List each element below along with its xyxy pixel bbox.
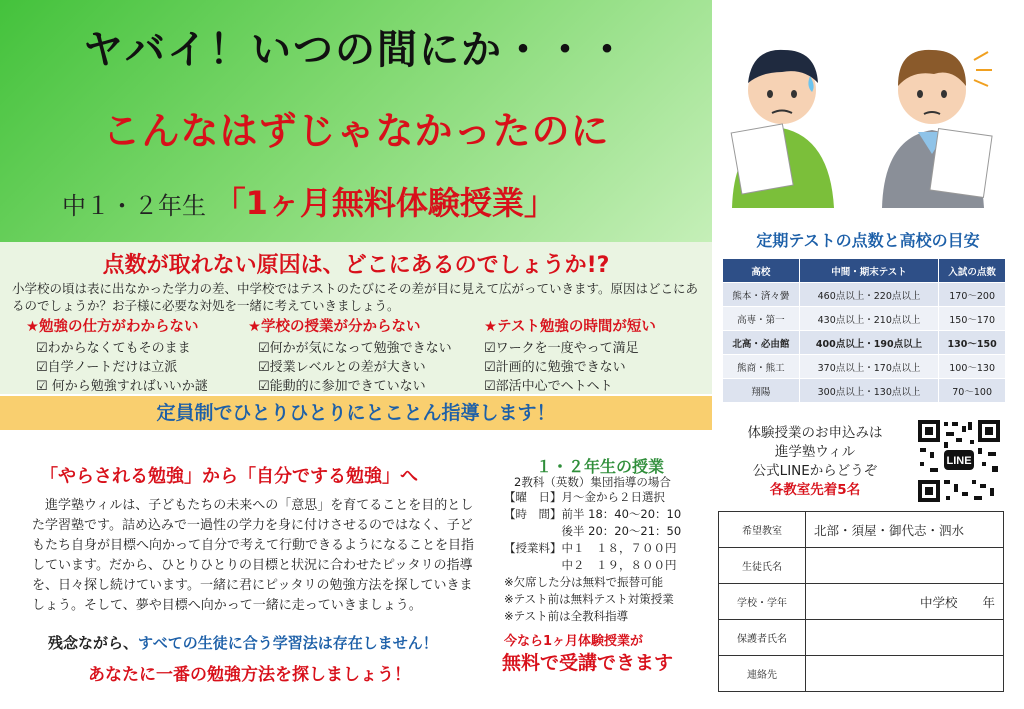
cause-column-3	[484, 318, 656, 396]
table-row	[723, 379, 1006, 403]
table-cell: 460点以上・220点以上	[799, 283, 939, 307]
table-cell: 400点以上・190点以上	[799, 331, 939, 355]
table-header: 高校	[723, 259, 800, 283]
table-cell: 370点以上・170点以上	[799, 355, 939, 379]
apply-info	[722, 424, 908, 500]
schedule-row: ※欠席した分は無料で振替可能	[504, 575, 664, 589]
school-grade-field[interactable]: 中学校 年	[806, 584, 1004, 620]
cause-item: ☑自学ノートだけは立派	[36, 360, 178, 375]
form-label: 生徒氏名	[719, 548, 806, 584]
form-label: 希望教室	[719, 512, 806, 548]
table-row	[723, 283, 1006, 307]
table-cell: 100～130	[939, 355, 1006, 379]
schedule-row: 中２ １９，８００円	[504, 558, 677, 572]
cause-item: ☑部活中心でヘトヘト	[484, 379, 613, 394]
table-header: 入試の点数	[939, 259, 1006, 283]
student-name-field[interactable]	[806, 548, 1004, 584]
causes-text: 小学校の頃は表に出なかった学力の差、中学校ではテストのたびにその差が目に見えて広がっていきます。原因はどこにあるのでしょうか？お子様に必要な対処を一緒に考えていきましょう。	[12, 281, 699, 313]
table-row	[723, 331, 1006, 355]
form-row	[719, 548, 1004, 584]
table-cell: 熊本・済々黌	[723, 283, 800, 307]
schedule-row: 【曜 日】月～金から２日選択	[504, 490, 665, 504]
table-row	[723, 307, 1006, 331]
apply-line: 公式LINEからどうぞ	[752, 463, 878, 479]
table-header-row	[723, 259, 1006, 283]
guidance-banner: 定員制でひとりひとりにとことん指導します！	[0, 396, 712, 430]
headline-1: ヤバイ！いつの間にか・・・	[83, 27, 629, 73]
scores-table	[722, 258, 1006, 403]
table-cell: 300点以上・130点以上	[799, 379, 939, 403]
cause-item: ☑能動的に参加できていない	[258, 379, 426, 394]
schedule-title: １・２年生の授業	[536, 457, 665, 476]
table-cell: 170～200	[939, 283, 1006, 307]
table-cell: 熊商・熊工	[723, 355, 800, 379]
causes-title: 点数が取れない原因は、どこにあるのでしょうか!?	[102, 253, 610, 278]
cause-item: ☑わからなくてもそのまま	[36, 341, 191, 356]
cause-column-2	[248, 318, 452, 396]
table-cell: 高専・第一	[723, 307, 800, 331]
form-label: 連絡先	[719, 656, 806, 692]
table-cell: 150～170	[939, 307, 1006, 331]
grade-label: 中１・２年生	[62, 192, 206, 220]
table-cell: 130～150	[939, 331, 1006, 355]
headline-2: こんなはずじゃなかったのに	[102, 109, 610, 153]
intro-title: 「やらされる勉強」から「自分でする勉強」へ	[40, 466, 418, 487]
cause-item: ☑計画的に勉強できない	[484, 360, 626, 375]
schedule-row: ※テスト前は全教科指導	[504, 609, 629, 623]
offer-line	[62, 178, 556, 224]
schedule-cta-line2: 無料で受講できます	[502, 652, 674, 674]
qr-label: LINE	[946, 455, 972, 467]
table-cell: 430点以上・210点以上	[799, 307, 939, 331]
table-row	[723, 355, 1006, 379]
schedule-row: 後半 20：20～21：50	[504, 524, 682, 538]
intro-body: 進学塾ウィルは、子どもたちの未来への「意思」を育てることを目的とした学習塾です。詰め込みで一過性の学力を身に付けさせるのではなく、子どもたち自身が目標へ向かって自分で考えて行動できるようになることを目指しています。だから、ひとりひとりの目標と状況に合わせたピッタリの指導を、日々探し続けています。一緒に君にピッタリの勉強方法を探していきましょう。そして、夢や目標へ向かって一緒に走っていきましょう。	[32, 498, 475, 613]
offer-label: 「1ヶ月無料体験授業」	[213, 184, 556, 222]
form-row	[719, 584, 1004, 620]
form-row	[719, 620, 1004, 656]
scores-title: 定期テストの点数と高校の目安	[756, 231, 980, 250]
intro-note-emphasis: すべての生徒に合う学習法は存在しません！	[138, 634, 438, 652]
cause-item: ☑授業レベルとの差が大きい	[258, 360, 426, 375]
form-label: 保護者氏名	[719, 620, 806, 656]
apply-line: 進学塾ウィル	[774, 444, 856, 460]
schedule-row: ※テスト前は無料テスト対策授業	[504, 592, 674, 606]
contact-field[interactable]	[806, 656, 1004, 692]
form-row	[719, 512, 1004, 548]
line-qr-code-icon[interactable]	[916, 418, 1002, 504]
cause-item: ☑何かが気になって勉強できない	[258, 341, 452, 356]
intro-note-prefix: 残念ながら、	[48, 634, 139, 652]
schedule-cta-line1: 今なら1ヶ月体験授業が	[504, 634, 644, 649]
intro-closing: あなたに一番の勉強方法を探しましょう！	[88, 665, 411, 685]
table-cell: 70～100	[939, 379, 1006, 403]
application-form	[718, 511, 1004, 692]
schedule-subtitle: 2教科（英数）集団指導の場合	[514, 475, 671, 489]
cause-item: ☑ 何から勉強すればいいか謎	[36, 379, 208, 394]
students-illustration	[712, 28, 1024, 208]
schedule-row: 【授業料】中１ １８，７００円	[504, 541, 677, 555]
form-label: 学校・学年	[719, 584, 806, 620]
apply-line: 体験授業のお申込みは	[747, 425, 883, 441]
table-header: 中間・期末テスト	[799, 259, 939, 283]
guardian-name-field[interactable]	[806, 620, 1004, 656]
cause-column-1	[26, 318, 208, 396]
cause-item: ☑ワークを一度やって満足	[484, 341, 639, 356]
cause-heading: ★勉強の仕方がわからない	[26, 319, 199, 335]
intro-note	[48, 632, 438, 653]
table-cell: 北高・必由館	[723, 331, 800, 355]
cause-heading: ★学校の授業が分からない	[248, 319, 421, 335]
schedule-list	[504, 489, 681, 625]
apply-limit: 各教室先着5名	[769, 482, 861, 498]
table-cell: 翔陽	[723, 379, 800, 403]
classroom-field[interactable]: 北部・須屋・御代志・泗水	[806, 512, 1004, 548]
cause-heading: ★テスト勉強の時間が短い	[484, 319, 656, 335]
form-row	[719, 656, 1004, 692]
schedule-row: 【時 間】前半 18：40～20：10	[504, 507, 682, 521]
